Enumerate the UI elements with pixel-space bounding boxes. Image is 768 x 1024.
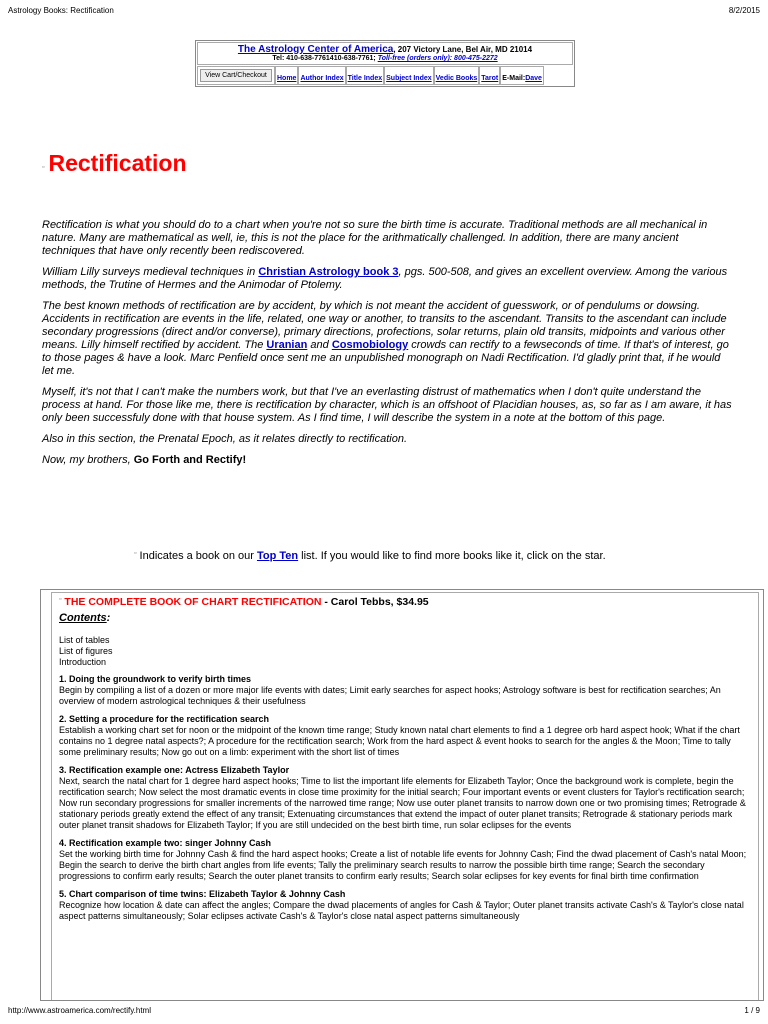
print-footer-page: 1 / 9 xyxy=(744,1006,760,1015)
print-header-title: Astrology Books: Rectification xyxy=(8,6,114,15)
tollfree-link[interactable]: Toll-free (orders only): 800-475-2272 xyxy=(377,55,498,62)
chapter-text: Recognize how location & date can affect the angles; Compare the dwad placements of angles for Cash & Taylor; Outer planet transits activate Cash's & Taylor's close natal aspect patterns simultaneously; Solar eclipses activate Cash's & Taylor's close natal aspect patterns simultaneously xyxy=(59,900,744,921)
chapter-text: Begin by compiling a list of a dozen or more major life events with dates; Limit early searches for aspect hooks; Astrology software is best for rectification searches; An overview of modern astrological techniques & their usefulness xyxy=(59,685,721,706)
site-header-info xyxy=(197,42,573,65)
nav-author-index-link[interactable]: Author Index xyxy=(300,75,344,82)
chapter-item xyxy=(59,838,751,882)
chapter-text: Next, search the natal chart for 1 degree hard aspect hooks; Time to list the important life elements for Elizabeth Taylor; Once the background work is complete, begin the rectification search; Now select the most dramatic events in close time proximity for the initial search; Four important events or event clusters for Taylor's rectification search; Now run secondary progressions for smaller increments of the narrowed time range; Now use outer planet transits to narrow down one or two promising times; Retrograde & stationary periods greatly extend the effect of any transit; Extenuating circumstances that extend the impact of outer planet transits; Retrograde & stationary periods mark outer planet transit shadows for Elizabeth Taylor; If you are still undecided on the best birth time, run solar eclipses for the events xyxy=(59,776,746,830)
contents-label: Contents xyxy=(59,612,107,624)
paragraph-1: Rectification is what you should do to a chart when you're not so sure the birth time is accurate. Traditional methods are all mechanical in nature. Many are mathematical as well, ie, this is not the place for the arithmatically challenged. In addition, there are many ancient techniques that have only recently been rediscovered. xyxy=(42,219,708,257)
star-icon: ▫ xyxy=(42,164,45,171)
print-header xyxy=(8,6,760,15)
nav-tarot-link[interactable]: Tarot xyxy=(481,75,499,82)
go-forth-text: Go Forth and Rectify! xyxy=(133,454,247,466)
p3-text-a: The best known methods of rectification are by accident, by which is not meant the accident of guesswork, or of pendulums or dowsing. Accidents in rectification are events in the life, related, one way or another, to transits to the ascendant. Transits to the ascendant can include secondary progressions (direct and/or converse), primary directions, profections, solar returns, plain old transits, midpoints and various other means. Lilly himself rectified by accident. The xyxy=(42,300,727,351)
nav-subject-index-link[interactable]: Subject Index xyxy=(386,75,432,82)
star-icon[interactable]: ▫ xyxy=(59,596,62,603)
chapter-item xyxy=(59,714,751,758)
top-ten-text-before: Indicates a book on our xyxy=(139,550,257,562)
page-title xyxy=(42,150,187,177)
book-listing-inner xyxy=(51,592,759,1000)
uranian-link[interactable]: Uranian xyxy=(266,339,308,351)
book-listing xyxy=(40,589,764,1001)
view-cart-button[interactable]: View Cart/Checkout xyxy=(200,69,272,82)
cart-cell xyxy=(197,66,275,85)
chapter-item xyxy=(59,889,751,922)
print-header-date: 8/2/2015 xyxy=(728,6,760,15)
chapter-title: 5. Chart comparison of time twins: Elizabeth Taylor & Johnny Cash xyxy=(59,889,346,899)
cosmobiology-link[interactable]: Cosmobiology xyxy=(331,339,409,351)
p2-text-a: William Lilly surveys medieval techniques in xyxy=(42,266,259,278)
page-title-text: Rectification xyxy=(48,150,187,176)
paragraph-6 xyxy=(42,454,732,467)
nav-vedic-books-link[interactable]: Vedic Books xyxy=(435,75,478,82)
top-ten-note xyxy=(134,550,606,562)
paragraph-4: Myself, it's not that I can't make the numbers work, but that I've an everlasting distrust of mathematics when I don't quite understand the process at hand. For those like me, there is rectification by character, which is an offshoot of Placidian houses, as, so far as I am aware, it has only been successfuly done with that house system. As I find time, I will describe the system in a note at the bottom of this page. xyxy=(42,386,732,424)
p3-text-mid: and xyxy=(307,339,332,351)
email-dave-link[interactable]: Dave xyxy=(525,75,542,82)
list-item: List of figures xyxy=(59,646,113,656)
p2-text-b: , pgs. 500-508, and gives an excellent overview. Among the various methods, the Trutine of Hermes and the Animodar of Ptolemy. xyxy=(42,266,728,291)
site-header xyxy=(195,40,575,87)
contents-heading: Contents: xyxy=(59,612,111,624)
chapter-title: 4. Rectification example two: singer Johnny Cash xyxy=(59,838,272,848)
email-label: E-Mail: xyxy=(502,75,526,82)
book-title xyxy=(59,596,751,608)
book-title-text: THE COMPLETE BOOK OF CHART RECTIFICATION xyxy=(64,596,322,608)
print-footer xyxy=(8,1006,760,1015)
print-footer-url: http://www.astroamerica.com/rectify.html xyxy=(8,1006,151,1015)
top-ten-text-after: list. If you would like to find more books like it, click on the star. xyxy=(298,550,606,562)
chapter-text: Establish a working chart set for noon or the midpoint of the known time range; Study known natal chart elements to find a 1 degree orb hard aspect hook; What if the chart contains no 1 degree natal aspects?; A procedure for the rectification search; Work from the hard aspect & event hooks to search for the angles & the Moon; Time to tally some preliminary results; Now go out on a limb: experiment with the short list of times xyxy=(59,725,740,757)
p6-text-a: Now, my brothers, xyxy=(42,454,134,466)
nav-home-link[interactable]: Home xyxy=(277,75,297,82)
site-phone: Tel: 410-638-7761410-638-7761; xyxy=(272,55,378,62)
site-name-link[interactable]: The Astrology Center of America xyxy=(237,44,394,55)
star-icon[interactable]: ▫ xyxy=(134,550,137,557)
front-matter-list xyxy=(59,635,751,668)
chapter-title: 2. Setting a procedure for the rectification search xyxy=(59,714,270,724)
list-item: Introduction xyxy=(59,657,107,667)
top-ten-link[interactable]: Top Ten xyxy=(256,550,299,562)
site-nav xyxy=(197,66,573,85)
chapter-item xyxy=(59,674,751,707)
chapter-title: 1. Doing the groundwork to verify birth times xyxy=(59,674,252,684)
site-address: , 207 Victory Lane, Bel Air, MD 21014 xyxy=(393,45,533,54)
book-byline: - Carol Tebbs, $34.95 xyxy=(321,596,429,608)
paragraph-5: Also in this section, the Prenatal Epoch, as it relates directly to rectification. xyxy=(42,433,408,445)
nav-title-index-link[interactable]: Title Index xyxy=(347,75,383,82)
chapter-item xyxy=(59,765,751,831)
paragraph-3 xyxy=(42,300,732,378)
paragraph-2 xyxy=(42,266,732,292)
list-item: List of tables xyxy=(59,635,110,645)
chapter-title: 3. Rectification example one: Actress Elizabeth Taylor xyxy=(59,765,290,775)
p3-text-b: crowds can rectify to a fewseconds of time. If that's of interest, go to those pages & have a look. Marc Penfield once sent me an unpublished monograph on Nadi Rectification. I'd gladly print that, if he would let me. xyxy=(42,339,729,377)
christian-astrology-link[interactable]: Christian Astrology book 3 xyxy=(258,266,399,278)
intro-text xyxy=(42,219,732,475)
chapter-text: Set the working birth time for Johnny Cash & find the hard aspect hooks; Create a list of notable life events for Johnny Cash; Find the dwad placement of Cash's natal Moon; Begin the search to derive the birth chart angles from life events; Tally the preliminary search results to narrow the possible birth time range; Search the secondary progressions to confirm early results; Search the outer planet transits to confirm early results; Search solar eclipses for key events for final birth time confirmation xyxy=(59,849,747,881)
